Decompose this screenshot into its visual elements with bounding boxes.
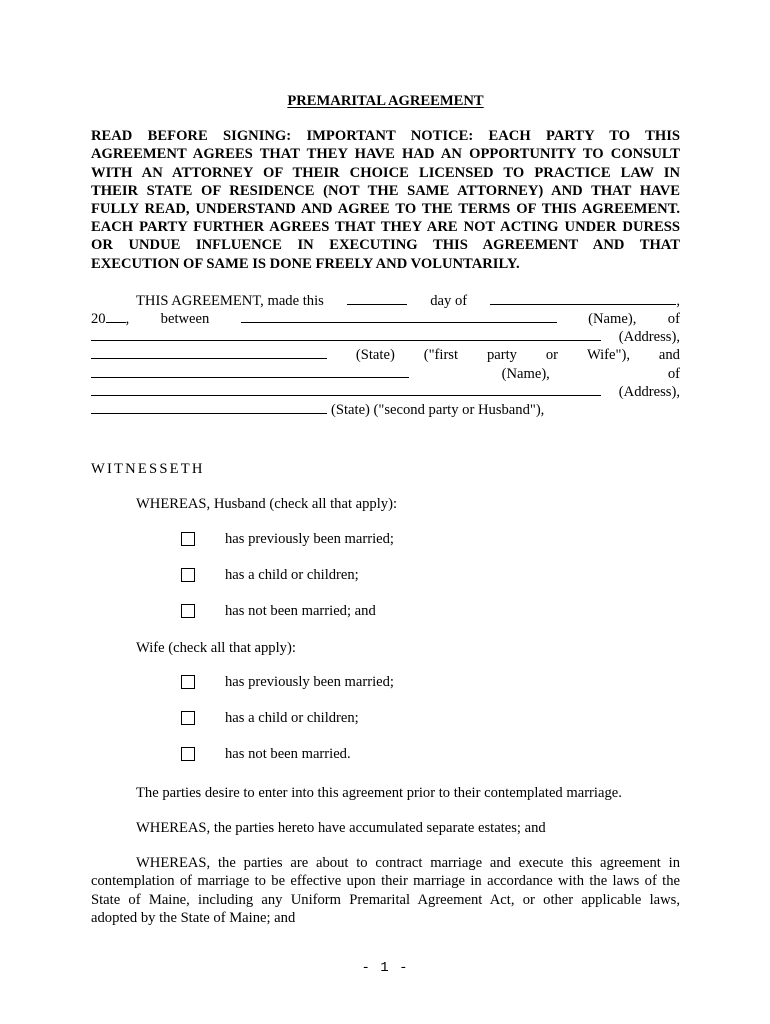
wife-child-checkbox[interactable]	[181, 711, 195, 725]
wife-option-row	[91, 744, 680, 765]
husband-previously-married-checkbox[interactable]	[181, 532, 195, 546]
document-title: PREMARITAL AGREEMENT	[287, 93, 484, 109]
notice-line: AGREEMENT AGREES THAT THEY HAVE HAD AN OPPORTUNITY TO CONSULT	[91, 146, 680, 163]
option-label: has previously been married;	[225, 530, 394, 547]
contract-line: contemplation of marriage to be effective upon their marriage in accordance with the laws of the	[91, 873, 680, 890]
estates-paragraph: WHEREAS, the parties hereto have accumulated separate estates; and	[136, 819, 546, 836]
day-blank[interactable]	[347, 291, 407, 305]
husband-heading: WHEREAS, Husband (check all that apply):	[136, 496, 397, 513]
intro-row-1	[91, 291, 680, 309]
first-party-state-blank[interactable]	[91, 345, 327, 359]
second-party-name-blank[interactable]	[91, 364, 409, 378]
first-party-word-3: or	[545, 347, 559, 364]
wife-heading: Wife (check all that apply):	[136, 639, 296, 656]
intro-row-5	[91, 364, 680, 382]
notice-line: THEIR STATE OF RESIDENCE (NOT THE SAME ATTORNEY) AND THAT HAVE	[91, 182, 680, 199]
husband-not-married-checkbox[interactable]	[181, 604, 195, 618]
of2-label: of	[667, 365, 680, 382]
notice-line: EXECUTION OF SAME IS DONE FREELY AND VOLUNTARILY.	[91, 255, 520, 272]
important-notice	[91, 127, 680, 273]
state-label: (State)	[355, 347, 395, 364]
first-party-name-blank[interactable]	[241, 309, 557, 323]
intro-row-3	[91, 327, 680, 345]
contract-paragraph	[91, 854, 680, 927]
state-second-label: (State) ("second party or Husband"),	[331, 401, 545, 418]
option-label: has previously been married;	[225, 674, 394, 691]
address2-label: (Address),	[618, 383, 680, 400]
second-party-address-blank[interactable]	[91, 382, 601, 396]
first-party-word-2: party	[486, 347, 517, 364]
contract-line: WHEREAS, the parties are about to contract marriage and execute this agreement in	[136, 855, 680, 872]
name-label: (Name),	[588, 311, 637, 328]
husband-option-row	[91, 529, 680, 550]
year-prefix: 20	[91, 311, 106, 328]
intro-row-7	[91, 400, 680, 418]
desire-paragraph: The parties desire to enter into this agreement prior to their contemplated marriage.	[136, 784, 622, 801]
notice-line: OR UNDUE INFLUENCE IN EXECUTING THIS AGREEMENT AND THAT	[91, 237, 680, 254]
intro-row-4	[91, 345, 680, 363]
parties-section	[91, 291, 680, 418]
this-agreement-label: THIS AGREEMENT, made this	[136, 292, 324, 309]
husband-option-row	[91, 601, 680, 622]
option-label: has not been married.	[225, 746, 351, 763]
of-label: of	[667, 311, 680, 328]
notice-line: READ BEFORE SIGNING: IMPORTANT NOTICE: EACH PARTY TO THIS	[91, 128, 680, 145]
option-label: has not been married; and	[225, 602, 376, 619]
and-label: and	[658, 347, 680, 364]
husband-child-checkbox[interactable]	[181, 568, 195, 582]
notice-line: EACH PARTY FURTHER AGREES THAT THEY ARE NOT ACTING UNDER DURESS	[91, 219, 680, 236]
wife-option-row	[91, 672, 680, 693]
first-party-word-4: Wife"),	[586, 347, 630, 364]
first-party-word-1: ("first	[423, 347, 459, 364]
wife-previously-married-checkbox[interactable]	[181, 675, 195, 689]
document-page	[91, 92, 680, 927]
notice-line: WITH AN ATTORNEY OF THEIR CHOICE LICENSED TO PRACTICE LAW IN	[91, 164, 680, 181]
name2-label: (Name),	[501, 365, 550, 382]
address-label: (Address),	[618, 329, 680, 346]
intro-row-2	[91, 309, 680, 327]
wife-option-row	[91, 708, 680, 729]
year-suffix: ,	[125, 311, 130, 328]
between-label: between	[160, 311, 210, 328]
first-party-address-blank[interactable]	[91, 327, 601, 341]
comma-label: ,	[676, 292, 680, 309]
notice-line: FULLY READ, UNDERSTAND AND AGREE TO THE TERMS OF THIS AGREEMENT.	[91, 201, 680, 218]
contract-line: State of Maine, including any Uniform Premarital Agreement Act, or other applicable laws,	[91, 891, 680, 908]
page-number: - 1 -	[361, 960, 409, 976]
option-label: has a child or children;	[225, 566, 359, 583]
wife-not-married-checkbox[interactable]	[181, 747, 195, 761]
intro-row-6	[91, 382, 680, 400]
husband-option-row	[91, 565, 680, 586]
option-label: has a child or children;	[225, 710, 359, 727]
witnesseth-heading: WITNESSETH	[91, 461, 205, 478]
month-blank[interactable]	[490, 291, 676, 305]
contract-line: adopted by the State of Maine; and	[91, 909, 296, 926]
year-blank[interactable]	[106, 309, 126, 323]
day-of-label: day of	[430, 292, 468, 309]
second-party-state-blank[interactable]	[91, 400, 327, 414]
